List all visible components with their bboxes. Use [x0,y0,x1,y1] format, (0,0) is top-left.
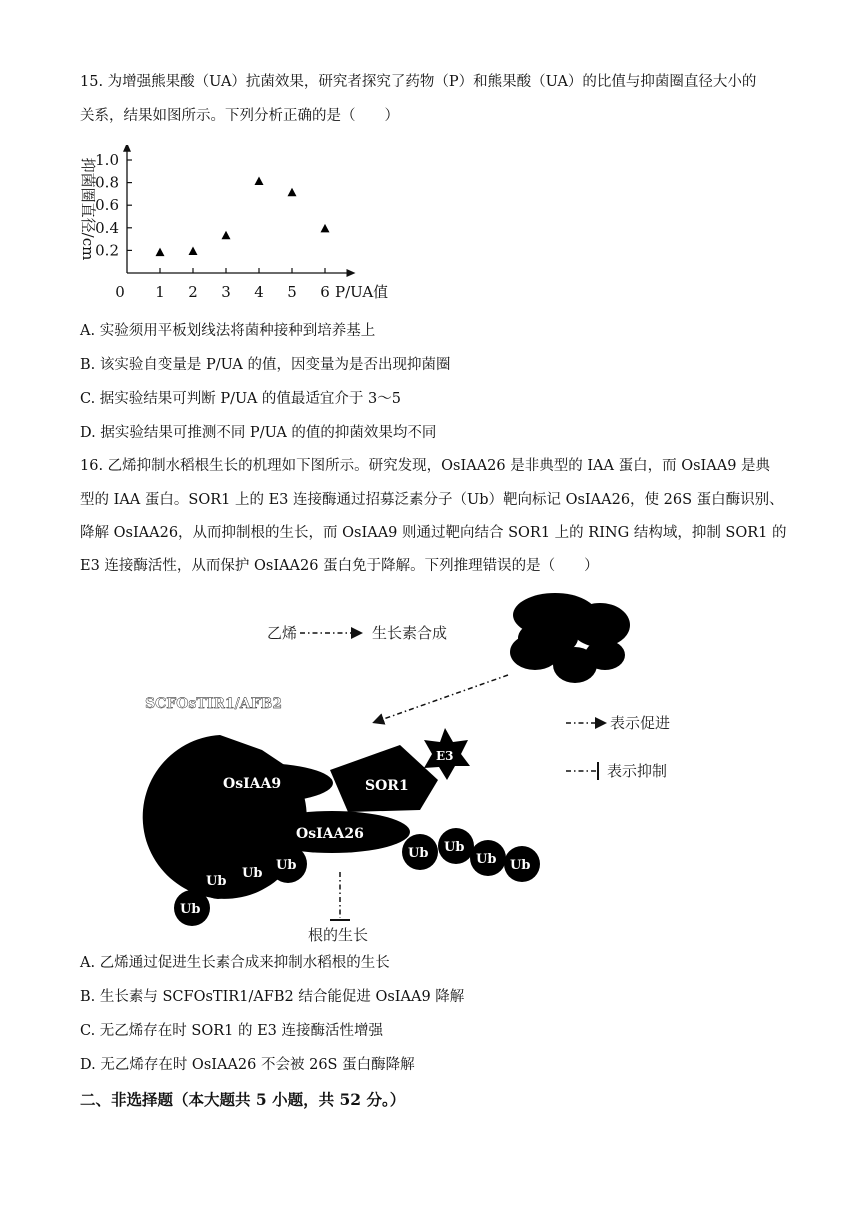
e3-label: E3 [436,749,454,763]
x-tick-label-4: 4 [254,283,264,301]
ub-right-4-label: Ub [510,858,531,873]
data-point-4 [255,176,264,185]
osiaa26-label: OsIAA26 [296,826,364,842]
sor1-label: SOR1 [365,778,409,794]
ub-left-1-label: Ub [180,902,201,917]
q16-option-d[interactable]: D. 无乙烯存在时 OsIAA26 不会被 26S 蛋白酶降解 [80,1057,415,1073]
q16-stem-line1: 16. 乙烯抑制水稻根生长的机理如下图所示。研究发现，OsIAA26 是非典型的 IAA 蛋白，而 OsIAA9 是典 [80,458,771,474]
q16-stem-line2: 型的 IAA 蛋白。SOR1 上的 E3 连接酶通过招募泛素分子（Ub）靶向标记 OsIAA26，使 26S 蛋白酶识别、 [80,492,784,508]
data-point-5 [288,188,297,197]
legend-inhibit-label: 表示抑制 [607,762,668,780]
data-point-3 [222,231,231,240]
ub-right-2-label: Ub [444,840,465,855]
section-2-heading: 二、非选择题（本大题共 5 小题，共 52 分。） [80,1090,406,1109]
y-tick-label-0.4: 0.4 [95,218,119,237]
x-tick-label-6: 6 [320,283,330,301]
q15-stem-line1: 15. 为增强熊果酸（UA）抗菌效果，研究者探究了药物（P）和熊果酸（UA）的比值与抑菌圈直径大小的 [80,74,757,90]
auxin-to-complex-arrow [375,675,508,722]
ub-right-3-label: Ub [476,852,497,867]
q16-stem-line4: E3 连接酶活性，从而保护 OsIAA26 蛋白免于降解。下列推理错误的是（ ） [80,558,599,574]
x-tick-label-3: 3 [221,283,231,301]
osiaa9-label: OsIAA9 [223,776,282,792]
q15-option-d[interactable]: D. 据实验结果可推测不同 P/UA 的值的抑菌效果均不同 [80,425,437,441]
q16-stem-line3: 降解 OsIAA26，从而抑制根的生长，而 OsIAA9 则通过靶向结合 SOR1 上的 RING 结构域，抑制 SOR1 的 [80,525,787,541]
q16-option-a[interactable]: A. 乙烯通过促进生长素合成来抑制水稻根的生长 [80,955,390,971]
ub-right-1-label: Ub [408,846,429,861]
ub-chain-right [402,828,540,882]
ub-left-4-label: Ub [276,858,297,873]
y-tick-label-0.2: 0.2 [95,241,119,260]
data-point-6 [321,224,330,233]
x-tick-label-2: 2 [188,283,198,301]
q15-option-c[interactable]: C. 据实验结果可判断 P/UA 的值最适宜介于 3～5 [80,391,401,407]
q16-mechanism-diagram [0,580,860,950]
ethylene-label: 乙烯 [267,624,298,642]
x-axis-label: P/UA值 [335,283,389,301]
y-tick-label-0.6: 0.6 [95,196,119,215]
x-tick-label-5: 5 [287,283,297,301]
scf-complex-label: SCFOsTIR1/AFB2 [145,696,283,712]
ub-left-2-label: Ub [206,874,227,889]
data-point-2 [189,247,198,256]
ub-left-3-label: Ub [242,866,263,881]
auxin-bound-dot [210,738,238,766]
q16-option-b[interactable]: B. 生长素与 SCFOsTIR1/AFB2 结合能促进 OsIAA9 降解 [80,989,465,1005]
data-point-1 [156,248,165,257]
y-axis-arrow [123,145,131,152]
auxin-molecule-blob [510,593,630,683]
legend-promote-label: 表示促进 [610,714,671,732]
x-tick-label-1: 1 [155,283,165,301]
q15-option-b[interactable]: B. 该实验自变量是 P/UA 的值，因变量为是否出现抑菌圈 [80,357,451,373]
x-axis-arrow [347,269,356,277]
y-tick-label-0.8: 0.8 [95,173,119,192]
q16-option-c[interactable]: C. 无乙烯存在时 SOR1 的 E3 连接酶活性增强 [80,1023,384,1039]
auxin-synthesis-label: 生长素合成 [372,624,448,642]
y-axis-label: 抑菌圈直径/cm [79,157,97,261]
y-tick-label-1.0: 1.0 [95,151,119,169]
q15-scatter-chart [75,145,435,310]
q15-stem-line2: 关系，结果如图所示。下列分析正确的是（ ） [80,108,399,124]
root-growth-label: 根的生长 [308,926,369,944]
x-tick-label-0: 0 [115,283,125,301]
q15-option-a[interactable]: A. 实验须用平板划线法将菌种接种到培养基上 [80,323,376,339]
